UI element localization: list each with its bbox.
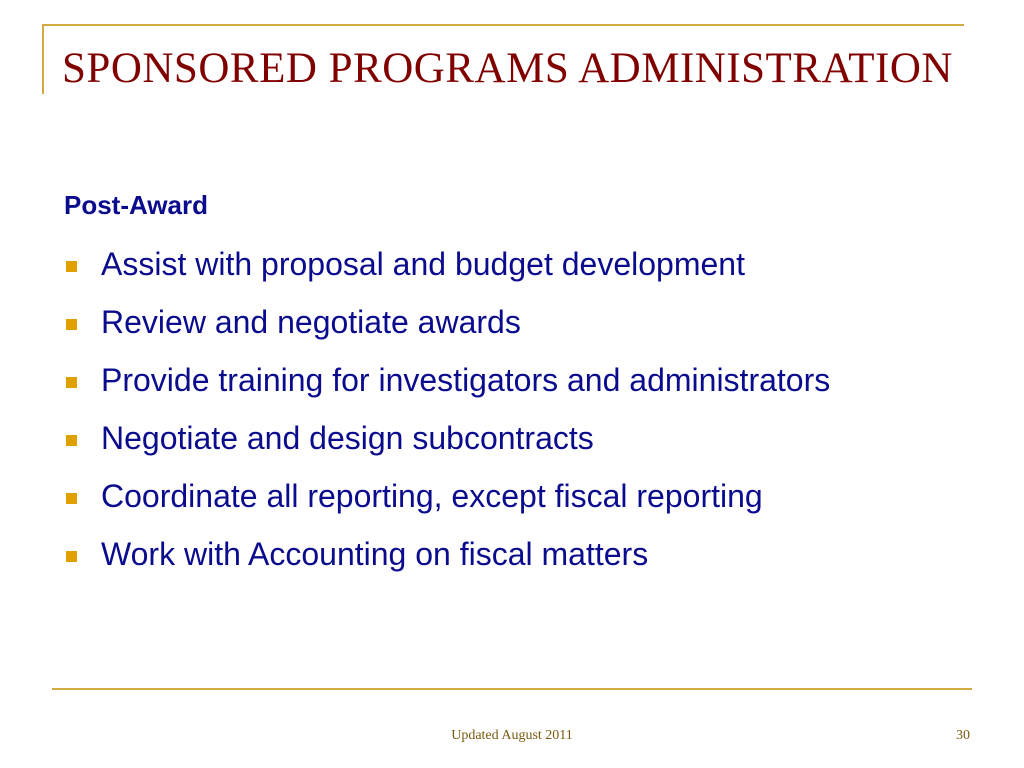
bullet-text: Work with Accounting on fiscal matters [101,536,649,572]
bottom-divider [52,688,972,690]
bullet-text: Review and negotiate awards [101,304,521,340]
left-divider [42,24,44,94]
square-bullet-icon [66,319,77,330]
section-subheading: Post-Award [64,190,208,220]
page-number: 30 [956,728,970,743]
bullet-item [64,534,964,574]
top-divider [42,24,964,26]
bullet-item [64,360,964,400]
square-bullet-icon [66,261,77,272]
bullet-text: Negotiate and design subcontracts [101,420,594,456]
bullet-text: Assist with proposal and budget development [101,246,745,282]
bullet-item [64,418,964,458]
bullet-item [64,302,964,342]
square-bullet-icon [66,493,77,504]
bullet-text: Coordinate all reporting, except fiscal reporting [101,478,763,514]
bullet-list [64,244,964,592]
bullet-item [64,476,964,516]
bullet-text: Provide training for investigators and administrators [101,362,831,398]
slide-title: SPONSORED PROGRAMS ADMINISTRATION [62,45,953,92]
square-bullet-icon [66,435,77,446]
square-bullet-icon [66,377,77,388]
square-bullet-icon [66,551,77,562]
bullet-item [64,244,964,284]
footer-updated-date: Updated August 2011 [451,728,573,743]
